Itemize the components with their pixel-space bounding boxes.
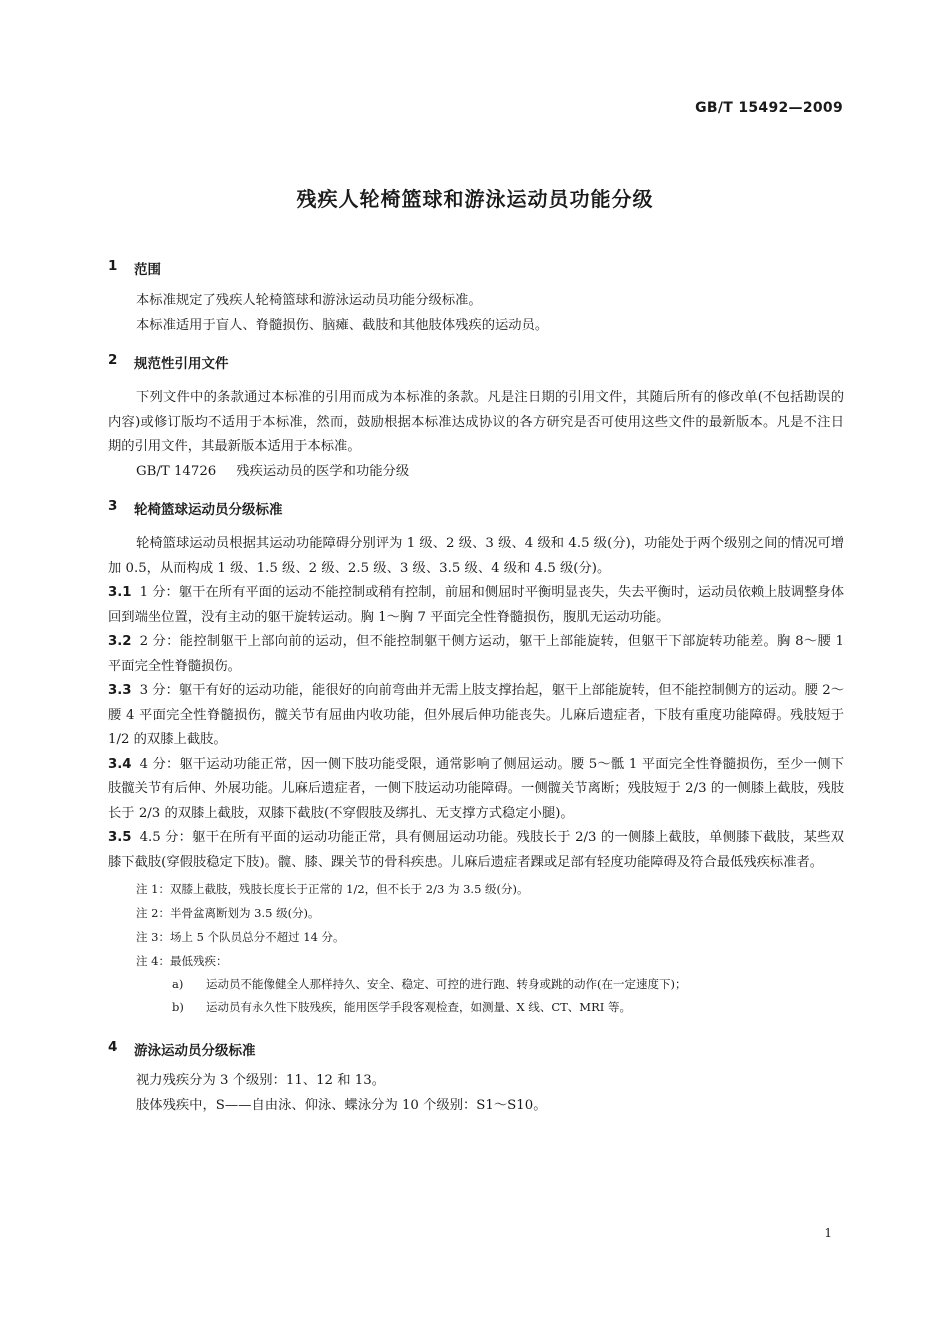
section-1-heading: 1 范围 [108,258,161,278]
page-number: 1 [824,1226,832,1240]
paragraph: 轮椅篮球运动员根据其运动功能障碍分别评为 1 级、2 级、3 级、4 级和 4.5 级(分)，功能处于两个级别之间的情况可增加 0.5，从而构成 1 级、1.5 级、2 级、2.5 级、3 级、3.5 级、4 级和 4.5 级(分)。 [108,536,844,576]
normative-reference [108,460,844,485]
note-sub-item-b: b) 运动员有永久性下肢残疾，能用医学手段客观检查，如测量、X 线、CT、MRI 等。 [172,1000,631,1014]
document-body [108,258,844,1118]
section-4-heading: 4 游泳运动员分级标准 [108,1039,256,1059]
paragraph: 肢体残疾中，S——自由泳、仰泳、蝶泳分为 10 个级别：S1～S10。 [136,1097,547,1113]
note-3: 注 3：场上 5 个队员总分不超过 14 分。 [136,930,345,944]
clause-3-3: 3.3 3 分：躯干有好的运动功能，能很好的向前弯曲并无需上肢支撑抬起，躯干上部能旋转，但不能控制侧方的运动。腰 2～腰 4 平面完全性脊髓损伤，髋关节有屈曲内收功能，但外展后伸功能丧失。儿麻后遗症者，下肢有重度功能障碍。残肢短于 1/2 的双膝上截肢。 [108,683,844,747]
clause-3-1: 3.1 1 分：躯干在所有平面的运动不能控制或稍有控制，前屈和侧屈时平衡明显丧失，失去平衡时，运动员依赖上肢调整身体回到端坐位置，没有主动的躯干旋转运动。胸 1～胸 7 平面完全性脊髓损伤，腹肌无运动功能。 [108,585,844,625]
note-2: 注 2：半骨盆离断划为 3.5 级(分)。 [136,906,320,920]
reference-code: GB/T 14726 [136,463,217,479]
section-2-heading: 2 规范性引用文件 [108,352,229,372]
clause-3-4: 3.4 4 分：躯干运动功能正常，因一侧下肢功能受限，通常影响了侧屈运动。腰 5～骶 1 平面完全性脊髓损伤，至少一侧下肢髋关节有后伸、外展功能。儿麻后遗症者，一侧下肢运动功能障碍。一侧髋关节离断；残肢短于 2/3 的一侧膝上截肢，残肢长于 2/3 的双膝上截肢，双膝下截肢(不穿假肢及绑扎、无支撑方式稳定小腿)。 [108,756,844,821]
note-4: 注 4：最低残疾： [136,954,228,968]
reference-title: 残疾运动员的医学和功能分级 [236,463,410,479]
note-sub-item-a: a) 运动员不能像健全人那样持久、安全、稳定、可控的进行跑、转身或跳的动作(在一定速度下)； [172,977,687,991]
clause-3-5: 3.5 4.5 分：躯干在所有平面的运动功能正常，具有侧屈运动功能。残肢长于 2/3 的一侧膝上截肢，单侧膝下截肢，某些双膝下截肢(穿假肢稳定下肢)。髋、膝、踝关节的骨科疾患。儿麻后遗症者踝或足部有轻度功能障碍及符合最低残疾标准者。 [108,830,844,870]
paragraph: 本标准适用于盲人、脊髓损伤、脑瘫、截肢和其他肢体残疾的运动员。 [136,317,549,333]
paragraph: 本标准规定了残疾人轮椅篮球和游泳运动员功能分级标准。 [136,293,482,308]
standard-code: GB/T 15492—2009 [695,100,843,116]
section-3-heading: 3 轮椅篮球运动员分级标准 [108,498,283,518]
clause-3-2: 3.2 2 分：能控制躯干上部向前的运动，但不能控制躯干侧方运动，躯干上部能旋转，但躯干下部旋转功能差。胸 8～腰 1 平面完全性脊髓损伤。 [108,634,844,674]
paragraph: 下列文件中的条款通过本标准的引用而成为本标准的条款。凡是注日期的引用文件，其随后所有的修改单(不包括勘误的内容)或修订版均不适用于本标准，然而，鼓励根据本标准达成协议的各方研究是否可使用这些文件的最新版本。凡是不注日期的引用文件，其最新版本适用于本标准。 [108,390,844,454]
paragraph: 视力残疾分为 3 个级别：11、12 和 13。 [136,1073,385,1088]
note-1: 注 1：双膝上截肢，残肢长度长于正常的 1/2，但不长于 2/3 为 3.5 级(分)。 [136,882,529,896]
document-title: 残疾人轮椅篮球和游泳运动员功能分级 [296,187,654,211]
